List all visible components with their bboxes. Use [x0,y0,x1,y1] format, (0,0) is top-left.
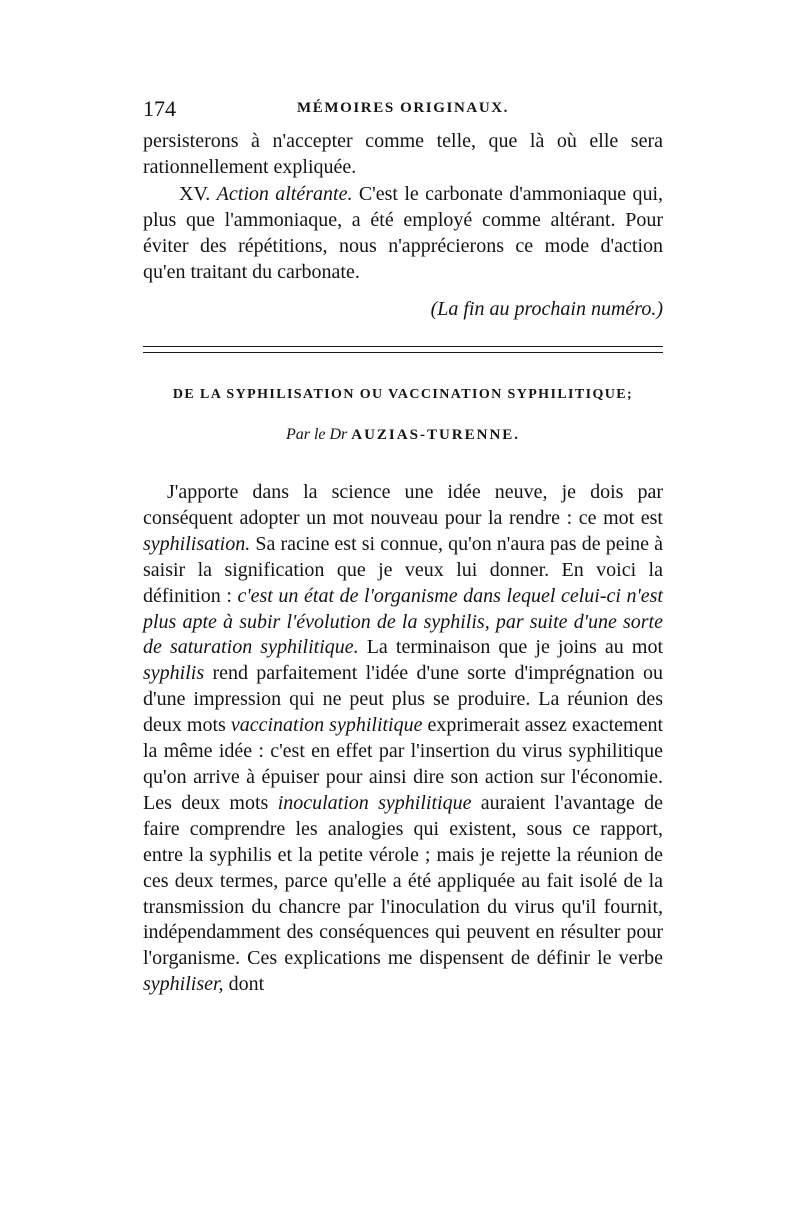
section-text: C'est le carbonate d'ammoniaque qui, plus que l'ammoniaque, a été employé comme altérant. Pour éviter des répétitions, nous n'apprécierons ce mode d'action qu'en traitant du carbonate. [143,182,664,284]
body-text: auraient l'avantage de faire comprendre les analogies qui existent, sous ce rapport, entre la syphilis et la petite vérole ; mais je rejette la réunion de ces deux termes, parce qu'elle a été appliquée au fait isolé de la transmission du chancre par l'inoculation du virus qu'il fournit, indépendamment des conséquences qui peuvent en résulter pour l'organisme. Ces explications me dispensent de définir le verbe [143,791,663,970]
body-paragraph [143,480,663,998]
definition-text: c'est un état de l'organisme dans lequel celui-ci n'est plus apte à subir l'évolution de la syphilis, par suite d'une sorte de saturation syphilitique. [143,584,663,659]
continued-paragraph-text: persisterons à n'accepter comme telle, que là où elle sera rationnellement expliquée. [143,130,663,179]
page-number: 174 [143,96,176,121]
article-title: DE LA SYPHILISATION OU VACCINATION SYPHILITIQUE; [172,387,634,402]
continued-text [143,128,663,286]
body-text: Sa racine est si connue, qu'on n'aura pas de peine à saisir la signification que je veux lui donner. En voici la définition : [143,532,663,607]
byline [143,426,663,444]
term-syphiliser: syphiliser, [143,973,224,996]
double-rule-divider [143,346,663,353]
body-text: exprimerait assez exactement la même idée : c'est en effet par l'insertion du virus syphilitique qu'on arrive à épuiser pour ainsi dire son action sur l'économie. Les deux mots [143,714,664,814]
term-syphilis: syphilis [143,662,205,685]
term-inoculation-syphilitique: inoculation syphilitique [277,791,472,814]
article-body [143,480,663,998]
body-text: rend parfaitement l'idée d'une sorte d'imprégnation ou d'une impression qui ne peut plus se produire. La réunion des deux mots [143,662,664,737]
section-label: XV. [179,182,211,205]
section-title: Action altérante. [216,182,353,205]
body-text: J'apporte dans la science une idée neuve, je dois par conséquent adopter un mot nouveau pour la rendre : ce mot est [143,481,663,529]
term-vaccination-syphilitique: vaccination syphilitique [230,714,423,737]
body-text: La terminaison que je joins au mot [366,636,663,659]
author-name: AUZIAS-TURENNE. [351,427,521,443]
continuation-note: (La fin au prochain numéro.) [430,298,663,320]
continued-paragraph [143,128,663,181]
body-text: dont [228,973,265,996]
page-header [143,96,663,126]
byline-prefix: Par le Dr [285,426,348,443]
running-head: MÉMOIRES ORIGINAUX. [296,100,510,116]
term-syphilisation: syphilisation. [143,532,251,555]
section-xv-paragraph [143,181,663,286]
